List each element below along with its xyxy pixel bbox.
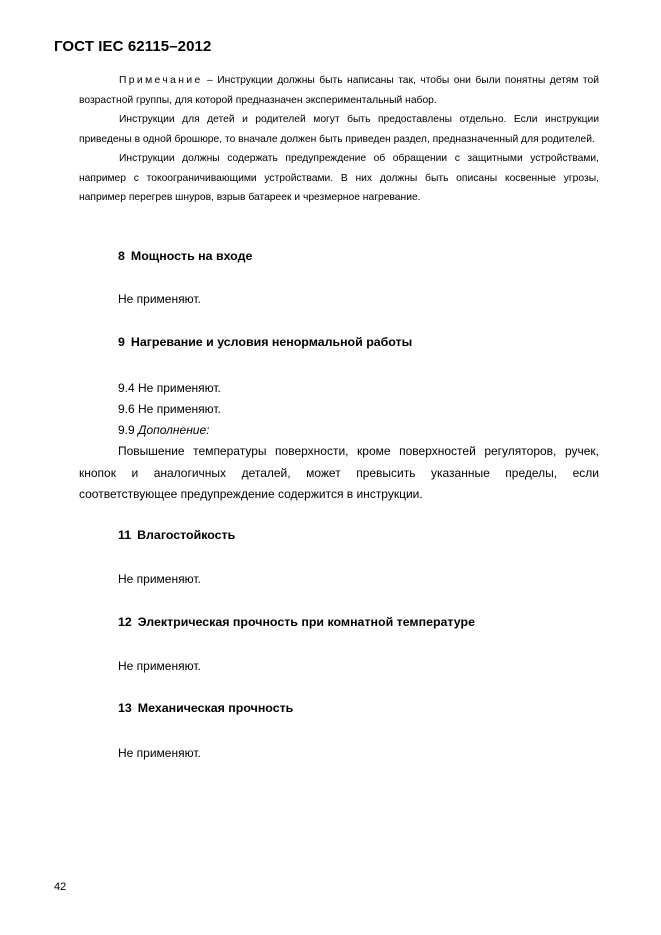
section-12-title (118, 615, 475, 629)
section-9-heading: Нагревание и условия ненормальной работы (130, 335, 413, 349)
note-text-1: – Инструкции должны быть написаны так, чтобы они были понятны детям той возрастной группы, для которой предназначен экспериментальный набор. (79, 75, 599, 106)
section-11-body: Не применяют. (118, 572, 201, 586)
section-9-item-9-4: 9.4 Не применяют. (118, 381, 221, 395)
section-13-title (118, 701, 293, 715)
section-8-title (118, 249, 252, 263)
section-12-heading: Электрическая прочность при комнатной температуре (137, 615, 475, 629)
section-9-item-9-9 (118, 423, 209, 437)
section-8-heading: Мощность на входе (130, 249, 253, 263)
note-block (79, 71, 599, 208)
section-9-paragraph-block (79, 441, 599, 506)
item-9-9-label: Дополнение: (138, 423, 210, 437)
section-11-heading: Влагостойкость (137, 528, 236, 542)
note-paragraph-2: Инструкции для детей и родителей могут быть предоставлены отдельно. Если инструкции приведены в одной брошюре, то вначале должен быть приведен раздел, предназначенный для родителей. (79, 114, 599, 145)
section-13-number: 13 (118, 701, 132, 715)
section-11-number: 11 (118, 528, 132, 542)
note-label: Примечание (119, 75, 203, 86)
section-12-body: Не применяют. (118, 659, 201, 673)
document-header: ГОСТ IEC 62115–2012 (54, 38, 212, 55)
section-8-body: Не применяют. (118, 292, 201, 306)
item-9-9-number: 9.9 (118, 423, 139, 437)
section-13-body: Не применяют. (118, 746, 201, 760)
section-9-item-9-6: 9.6 Не применяют. (118, 402, 221, 416)
section-9-paragraph: Повышение температуры поверхности, кроме поверхностей регуляторов, ручек, кнопок и аналогичных деталей, может превысить указанные пределы, если соответствующее предупреждение содержится в инструкции. (79, 444, 599, 501)
section-9-title (118, 335, 412, 349)
note-paragraph-1 (79, 71, 599, 110)
section-12-number: 12 (118, 615, 132, 629)
section-13-heading: Механическая прочность (137, 701, 294, 715)
section-9-number: 9 (118, 335, 125, 349)
section-8-number: 8 (118, 249, 125, 263)
note-paragraph-3: Инструкции должны содержать предупреждение об обращении с защитными устройствами, например с токоограничивающими устройствами. В них должны быть описаны косвенные угрозы, например перегрев шнуров, взрыв батареек и чрезмерное нагревание. (79, 153, 599, 203)
section-11-title (118, 528, 235, 542)
page-number: 42 (54, 881, 67, 893)
